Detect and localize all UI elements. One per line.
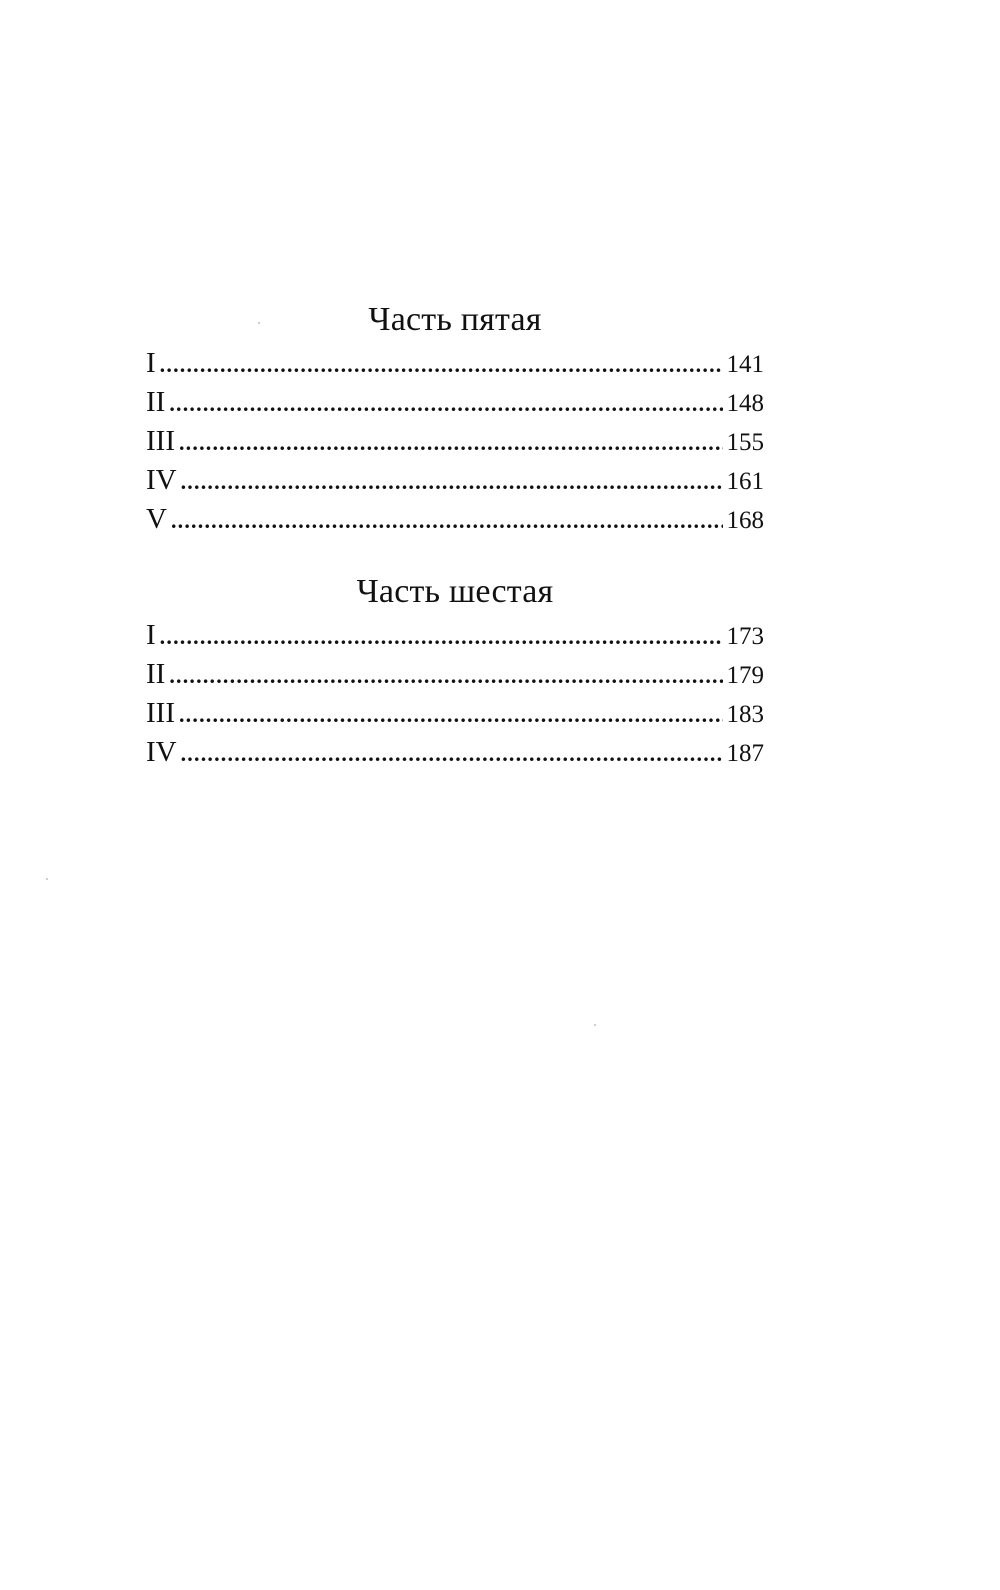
chapter-label: I bbox=[146, 619, 156, 651]
dot-leader bbox=[179, 423, 723, 462]
chapter-label: III bbox=[146, 425, 175, 457]
scan-speck bbox=[46, 878, 48, 880]
page-number: 148 bbox=[726, 390, 764, 417]
part-heading: Часть пятая bbox=[368, 301, 542, 338]
dot-leader bbox=[181, 462, 723, 501]
toc-entry bbox=[146, 422, 764, 461]
dot-leader bbox=[181, 734, 723, 773]
chapter-label: I bbox=[146, 347, 156, 379]
toc-part-five bbox=[146, 300, 764, 539]
dot-leader bbox=[169, 656, 722, 695]
dot-leader bbox=[160, 345, 723, 384]
toc-entry bbox=[146, 461, 764, 500]
page-number: 183 bbox=[726, 701, 764, 728]
dot-leader bbox=[160, 617, 723, 656]
page-number: 168 bbox=[726, 507, 764, 534]
chapter-label: II bbox=[146, 386, 166, 418]
toc-entry bbox=[146, 344, 764, 383]
dot-leader bbox=[171, 501, 723, 540]
toc-entry bbox=[146, 500, 764, 539]
chapter-label: III bbox=[146, 697, 175, 729]
page-number: 141 bbox=[726, 351, 764, 378]
toc-entry bbox=[146, 655, 764, 694]
scan-speck bbox=[594, 1024, 596, 1026]
dot-leader bbox=[169, 384, 722, 423]
page-number: 173 bbox=[726, 623, 764, 650]
dot-leader bbox=[179, 695, 723, 734]
page-number: 155 bbox=[726, 429, 764, 456]
scan-speck bbox=[258, 322, 260, 324]
chapter-label: V bbox=[146, 503, 167, 535]
page-number: 187 bbox=[726, 740, 764, 767]
chapter-label: IV bbox=[146, 736, 177, 768]
toc-entry bbox=[146, 694, 764, 733]
toc-part-six bbox=[146, 572, 764, 772]
chapter-label: IV bbox=[146, 464, 177, 496]
part-heading: Часть шестая bbox=[356, 573, 554, 610]
toc-entry bbox=[146, 383, 764, 422]
page-number: 179 bbox=[726, 662, 764, 689]
toc-entry bbox=[146, 616, 764, 655]
toc-entry bbox=[146, 733, 764, 772]
chapter-label: II bbox=[146, 658, 166, 690]
page-number: 161 bbox=[726, 468, 764, 495]
